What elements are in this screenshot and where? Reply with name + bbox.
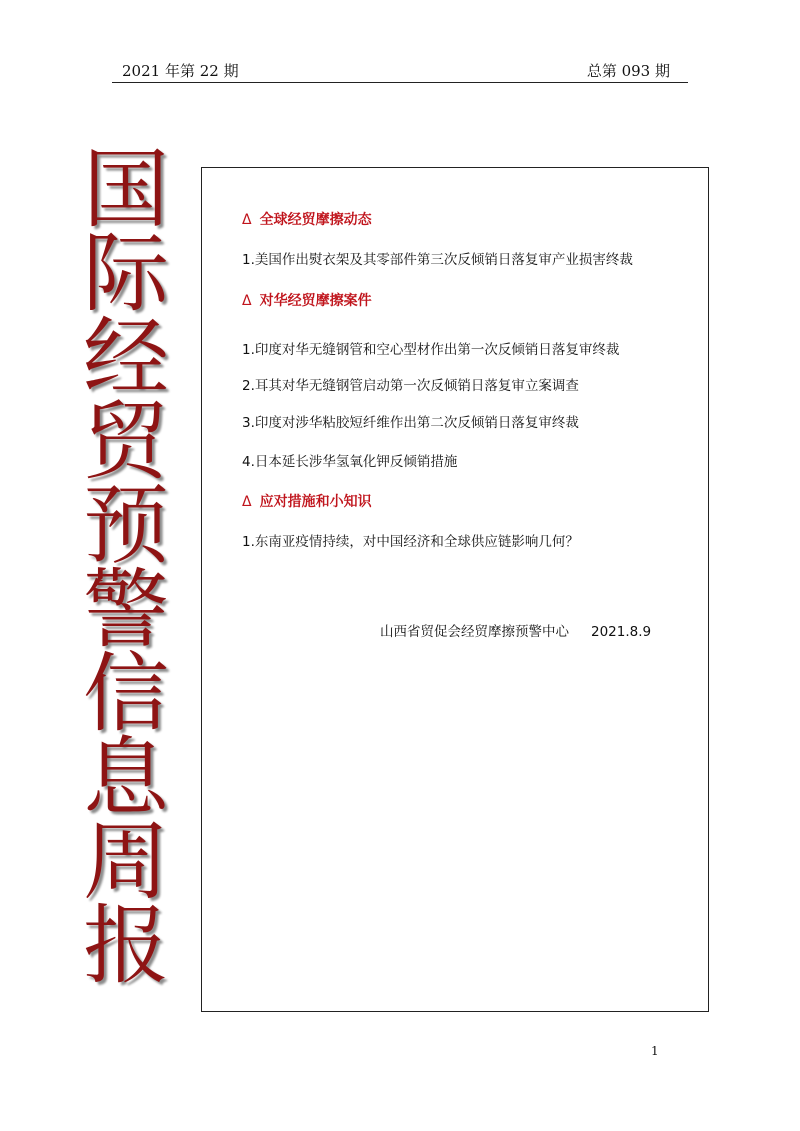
masthead-char: 国	[83, 140, 169, 240]
toc-item[interactable]: 4.日本延长涉华氢氧化钾反倾销措施	[242, 454, 458, 470]
issue-number: 2021 年第 22 期	[122, 62, 239, 80]
table-of-contents-box	[201, 167, 709, 1012]
section-heading-global-friction	[242, 209, 372, 229]
issue-date: 2021.8.9	[591, 624, 652, 640]
delta-icon: Δ	[242, 494, 252, 510]
toc-item[interactable]: 1.东南亚疫情持续，对中国经济和全球供应链影响几何？	[242, 534, 579, 550]
masthead-char: 经	[83, 308, 169, 408]
section-heading-countermeasures	[242, 491, 372, 511]
delta-icon: Δ	[242, 212, 252, 228]
toc-item[interactable]: 3.印度对涉华粘胶短纤维作出第二次反倾销日落复审终裁	[242, 415, 579, 431]
page-number: 1	[651, 1044, 659, 1058]
masthead-char: 周	[83, 812, 169, 912]
signature	[380, 620, 651, 640]
toc-item[interactable]: 2.耳其对华无缝钢管启动第一次反倾销日落复审立案调查	[242, 378, 579, 394]
toc-item[interactable]: 1.印度对华无缝钢管和空心型材作出第一次反倾销日落复审终裁	[242, 342, 620, 358]
toc-item[interactable]: 1.美国作出熨衣架及其零部件第三次反倾销日落复审产业损害终裁	[242, 252, 633, 268]
masthead-char: 际	[83, 224, 169, 324]
section-heading-china-cases	[242, 290, 372, 310]
masthead-title	[66, 140, 186, 996]
issuing-organization: 山西省贸促会经贸摩擦预警中心	[380, 624, 569, 640]
masthead-char: 信	[83, 644, 169, 744]
masthead-char: 贸	[83, 392, 169, 492]
masthead-char: 警	[83, 560, 169, 660]
masthead-char: 息	[83, 728, 169, 828]
page-header	[112, 58, 688, 83]
section-title: 全球经贸摩擦动态	[259, 212, 372, 228]
masthead-char: 预	[83, 476, 169, 576]
section-title: 应对措施和小知识	[259, 494, 372, 510]
delta-icon: Δ	[242, 293, 252, 309]
masthead-char: 报	[83, 896, 169, 996]
total-issue-number: 总第 093 期	[586, 62, 670, 80]
section-title: 对华经贸摩擦案件	[259, 293, 372, 309]
